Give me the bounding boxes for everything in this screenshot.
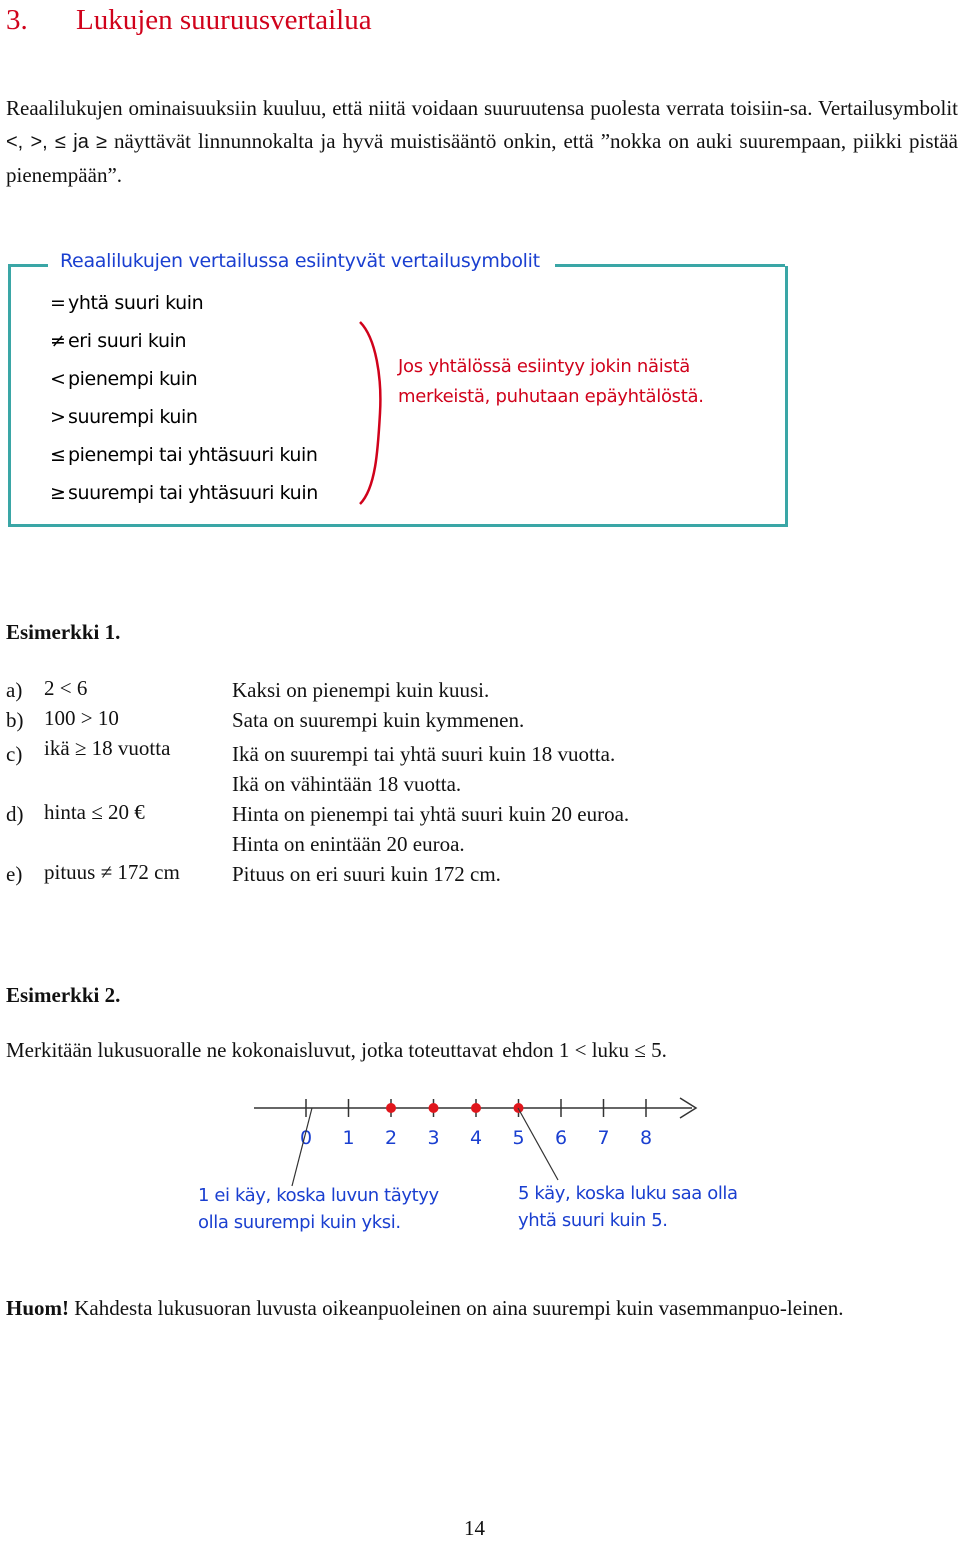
huom-text: Kahdesta lukusuoran luvusta oikeanpuoleinen on aina suurempi kuin vasemmanpuo-leinen. — [69, 1296, 844, 1320]
symbol-row-text: yhtä suuri kuin — [68, 292, 204, 314]
symbol-row-less-equal — [50, 444, 318, 466]
intro-symbols: <, >, ≤ ja ≥ — [6, 131, 108, 153]
note-line-2: merkeistä, puhutaan epäyhtälöstä. — [398, 386, 704, 407]
intro-text-1: Reaalilukujen ominaisuuksiin kuuluu, että niitä voidaan suuruutensa puolesta verrata toisiin-sa. Vertailusymbolit — [6, 96, 958, 120]
tick-label: 1 — [342, 1127, 355, 1149]
tick-label: 2 — [384, 1127, 398, 1149]
equal-symbol: = — [50, 292, 66, 314]
huom-label: Huom! — [6, 1296, 69, 1320]
example1-label-d: d) — [6, 802, 24, 826]
symbol-row-greater-equal — [50, 482, 318, 504]
symbol-row-equal — [50, 292, 203, 314]
symbol-row-text: pienempi kuin — [68, 368, 198, 390]
symbol-row-text: suurempi tai yhtäsuuri kuin — [68, 482, 318, 504]
symbol-row-not-equal — [50, 330, 186, 352]
intro-paragraph — [6, 92, 958, 192]
note-line-1: Jos yhtälössä esiintyy jokin näistä — [398, 356, 691, 377]
example1-text-b: Sata on suurempi kuin kymmenen. — [232, 708, 525, 732]
huom-paragraph — [6, 1293, 958, 1324]
note-right-line-1: 5 käy, koska luku saa olla — [518, 1183, 738, 1204]
number-line-note-right — [518, 1180, 738, 1234]
curly-bracket-icon — [356, 318, 386, 508]
symbol-box-top-right-border — [555, 264, 785, 267]
example2-heading: Esimerkki 2. — [6, 983, 121, 1007]
tick-label: 7 — [597, 1127, 610, 1149]
example1-expr-c: ikä ≥ 18 vuotta — [44, 736, 171, 760]
section-number: 3. — [6, 4, 28, 36]
note-right-line-2: yhtä suuri kuin 5. — [518, 1210, 668, 1231]
marked-point — [386, 1103, 396, 1113]
symbol-row-greater — [50, 406, 198, 428]
tick-label: 5 — [512, 1127, 525, 1149]
section-title: Lukujen suuruusvertailua — [76, 4, 372, 36]
inequality-note — [398, 352, 704, 412]
symbol-row-text: pienempi tai yhtäsuuri kuin — [68, 444, 318, 466]
note-left-line-1: 1 ei käy, koska luvun täytyy — [198, 1185, 439, 1206]
example1-expr-d: hinta ≤ 20 € — [44, 800, 145, 824]
less-equal-symbol: ≤ — [50, 444, 66, 466]
tick-label: 4 — [469, 1127, 483, 1149]
note-left-line-2: olla suurempi kuin yksi. — [198, 1212, 401, 1233]
intro-text-2: näyttävät linnunnokalta ja hyvä muistisääntö onkin, että ”nokka on auki suurempaan, piikki pistää pienempään”. — [6, 129, 958, 187]
marked-point — [471, 1103, 481, 1113]
page-number: 14 — [464, 1516, 485, 1540]
example1-text-c2: Ikä on vähintään 18 vuotta. — [232, 772, 462, 796]
example1-label-b: b) — [6, 708, 24, 732]
example1-label-c: c) — [6, 742, 23, 766]
example1-expr-a: 2 < 6 — [44, 676, 88, 700]
symbol-row-text: eri suuri kuin — [68, 330, 187, 352]
tick-label: 3 — [427, 1127, 440, 1149]
example1-text-e: Pituus on eri suuri kuin 172 cm. — [232, 862, 501, 886]
symbol-row-text: suurempi kuin — [68, 406, 198, 428]
example1-text-d2: Hinta on enintään 20 euroa. — [232, 832, 465, 856]
example1-heading: Esimerkki 1. — [6, 620, 121, 644]
example2-text: Merkitään lukusuoralle ne kokonaisluvut, jotka toteuttavat ehdon 1 < luku ≤ 5. — [6, 1038, 667, 1062]
symbol-box-top-left-border — [8, 264, 48, 267]
number-line-note-left — [198, 1182, 439, 1236]
example1-label-a: a) — [6, 678, 23, 702]
symbol-box-title: Reaalilukujen vertailussa esiintyvät vertailusymbolit — [60, 250, 540, 272]
greater-equal-symbol: ≥ — [50, 482, 66, 504]
example1-label-e: e) — [6, 862, 23, 886]
example1-expr-e: pituus ≠ 172 cm — [44, 860, 180, 884]
example1-text-c: Ikä on suurempi tai yhtä suuri kuin 18 vuotta. — [232, 742, 616, 766]
tick-label: 6 — [554, 1127, 568, 1149]
example1-text-a: Kaksi on pienempi kuin kuusi. — [232, 678, 490, 702]
tick-label: 0 — [299, 1127, 313, 1149]
not-equal-symbol: ≠ — [50, 330, 66, 352]
example1-text-d: Hinta on pienempi tai yhtä suuri kuin 20 euroa. — [232, 802, 630, 826]
less-than-symbol: < — [50, 368, 66, 390]
marked-point — [429, 1103, 439, 1113]
section-heading — [6, 4, 372, 37]
tick-label: 8 — [639, 1127, 653, 1149]
symbol-row-less — [50, 368, 197, 390]
example1-expr-b: 100 > 10 — [44, 706, 119, 730]
greater-than-symbol: > — [50, 406, 66, 428]
